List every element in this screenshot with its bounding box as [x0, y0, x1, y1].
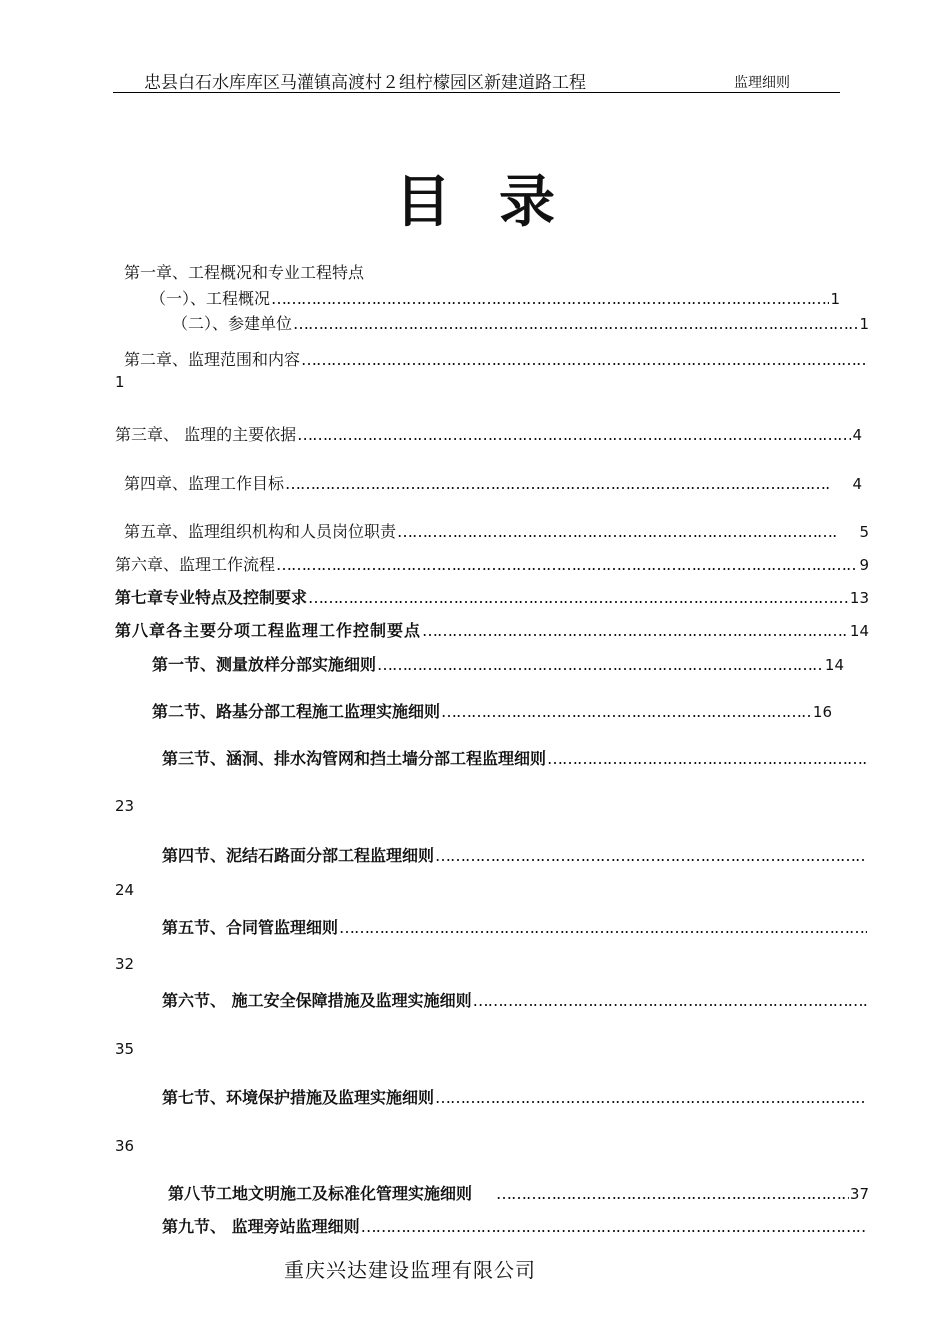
- toc-entry-label: 第三章、 监理的主要依据: [115, 425, 297, 444]
- toc-entry[interactable]: [152, 652, 844, 675]
- toc-entry-label: 第二节、路基分部工程施工监理实施细则: [152, 702, 441, 721]
- toc-entry-label: 第八章各主要分项工程监理工作控制要点: [115, 621, 422, 640]
- toc-dot-leader: [293, 314, 858, 333]
- toc-entry-label: 第二章、监理范围和内容: [124, 350, 301, 369]
- toc-entry-label: 第九节、 监理旁站监理细则: [162, 1217, 360, 1236]
- toc-dot-leader: [308, 588, 849, 607]
- toc-entry-page: 4: [852, 475, 862, 493]
- toc-entry-page: 4: [852, 426, 862, 444]
- toc-entry[interactable]: [124, 471, 862, 494]
- toc-dot-leader: [361, 1217, 867, 1236]
- toc-dot-leader: [441, 702, 812, 721]
- toc-dot-leader: [271, 289, 829, 308]
- toc-entry-page: 24: [115, 881, 135, 899]
- toc-entry-label: 第七节、环境保护措施及监理实施细则: [162, 1088, 435, 1107]
- toc-entry-label: 第八节工地文明施工及标准化管理实施细则: [168, 1184, 473, 1203]
- toc-entry[interactable]: [115, 618, 869, 641]
- toc-entry-page: 1: [830, 290, 840, 308]
- header-project-title: 忠县白石水库库区马灌镇高渡村２组柠檬园区新建道路工程: [144, 73, 586, 93]
- toc-entry-label: 第三节、涵洞、排水沟管网和挡土墙分部工程监理细则: [162, 749, 547, 768]
- toc-dot-leader: [377, 655, 824, 674]
- toc-entry-page: 14: [849, 622, 869, 640]
- toc-entry[interactable]: [172, 311, 869, 334]
- toc-dot-leader: [301, 350, 867, 369]
- toc-entry-label: 第七章专业特点及控制要求: [115, 588, 308, 607]
- toc-entry-page: 32: [115, 955, 135, 973]
- toc-dot-leader: [496, 1184, 849, 1203]
- toc-entry-page: 5: [859, 523, 869, 541]
- toc-entry[interactable]: [162, 988, 868, 1011]
- toc-dot-leader: [473, 991, 867, 1010]
- toc-entry[interactable]: [162, 915, 868, 938]
- toc-dot-leader: [397, 522, 837, 541]
- toc-dot-leader: [285, 474, 830, 493]
- toc-entry-label: 第一章、工程概况和专业工程特点: [124, 263, 365, 282]
- toc-entry-page: 14: [824, 656, 844, 674]
- toc-entry-label: 第六章、监理工作流程: [115, 555, 276, 574]
- toc-entry-page: 23: [115, 797, 135, 815]
- toc-entry[interactable]: [115, 552, 869, 575]
- toc-entry-page: 13: [849, 589, 869, 607]
- toc-entry-label: 第五节、合同管监理细则: [162, 918, 339, 937]
- toc-entry-label: 第一节、测量放样分部实施细则: [152, 655, 377, 674]
- toc-entry-label: 第四节、泥结石路面分部工程监理细则: [162, 846, 435, 865]
- header-doc-type: 监理细则: [734, 75, 790, 91]
- toc-entry-label: 第四章、监理工作目标: [124, 474, 285, 493]
- toc-entry[interactable]: [124, 347, 868, 370]
- toc-dot-leader: [435, 1088, 867, 1107]
- toc-entry[interactable]: [162, 1214, 868, 1237]
- toc-dot-leader: [435, 846, 867, 865]
- toc-entry-label: （二）、参建单位: [172, 314, 293, 333]
- toc-entry-page: 35: [115, 1040, 135, 1058]
- toc-entry[interactable]: [162, 746, 868, 769]
- toc-entry[interactable]: [115, 422, 862, 445]
- toc-entry-page: 16: [812, 703, 832, 721]
- toc-entry-page: 36: [115, 1137, 135, 1155]
- toc-dot-leader: [547, 749, 867, 768]
- header-divider: [113, 92, 840, 93]
- toc-entry-page: 9: [859, 556, 869, 574]
- toc-dot-leader: [422, 621, 849, 640]
- toc-dot-leader: [339, 918, 867, 937]
- toc-dot-leader: [276, 555, 858, 574]
- toc-entry[interactable]: [168, 1181, 869, 1204]
- toc-entry[interactable]: [162, 843, 868, 866]
- toc-entry-page: 1: [859, 315, 869, 333]
- toc-entry-page: 37: [849, 1185, 869, 1203]
- toc-entry-label: 第五章、监理组织机构和人员岗位职责: [124, 522, 397, 541]
- toc-dot-leader: [297, 425, 851, 444]
- toc-entry[interactable]: [124, 260, 364, 283]
- toc-entry-label: 第六节、 施工安全保障措施及监理实施细则: [162, 991, 472, 1010]
- page-title: 目录: [395, 170, 603, 235]
- toc-entry[interactable]: [150, 286, 840, 309]
- toc-entry[interactable]: [162, 1085, 868, 1108]
- toc-entry-page: 1: [115, 373, 125, 391]
- footer-company-name: 重庆兴达建设监理有限公司: [284, 1258, 536, 1282]
- toc-entry[interactable]: [124, 519, 869, 542]
- toc-entry[interactable]: [115, 585, 869, 608]
- toc-entry-label: （一）、工程概况: [150, 289, 271, 308]
- toc-entry[interactable]: [152, 699, 832, 722]
